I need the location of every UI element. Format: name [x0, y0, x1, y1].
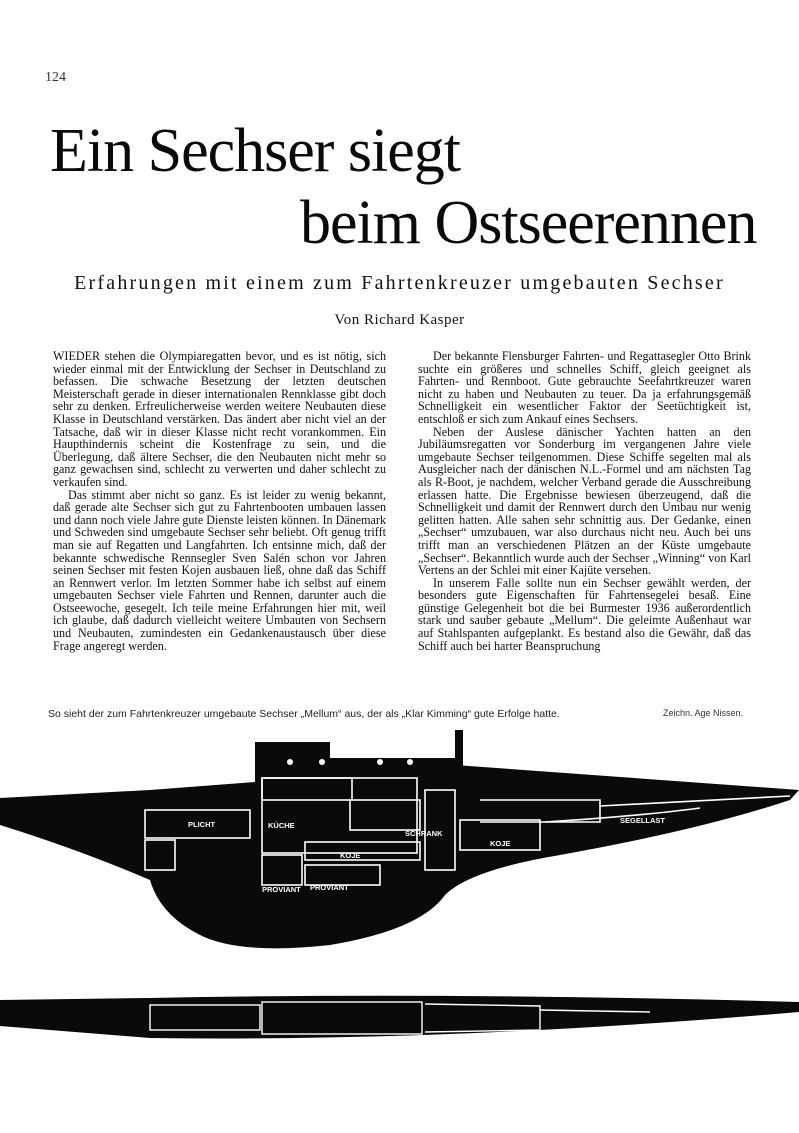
label-plicht: PLICHT	[188, 820, 216, 829]
label-koje-fwd: KOJE	[490, 839, 511, 848]
hull-profile	[0, 730, 799, 948]
label-proviant-2: PROVIANT	[310, 883, 349, 892]
label-segellast: SEGELLAST	[620, 816, 666, 825]
subtitle: Erfahrungen mit einem zum Fahrtenkreuzer umgebauten Sechser	[74, 272, 725, 294]
paragraph: In unserem Falle sollte nun ein Sechser gewählt werden, der besonders gute Eigenschaften für Fahrtensegelei besaß. Eine günstige Gelegenheit bot die bei Burmester 1936 außerordentlich stark und sauber gebaute „Mellum“. Die geleimte Außenhaut war auf Stahlspanten aufgeplankt. Es bestand also die Gewähr, daß das Schiff auch bei harter Beanspruchung	[418, 575, 751, 653]
figure-credit: Zeichn. Age Nissen.	[663, 708, 744, 718]
paragraph: Der bekannte Flensburger Fahrten- und Regattasegler Otto Brink suchte ein größeres und schnelles Schiff, gleich geeignet als Fahrten- und Rennboot. Gute gebrauchte Seefahrtkreuzer waren nicht zu haben und Neubauten zu teuer. Da ja erfahrungsgemäß Schnelligkeit ein wesentlicher Faktor der Seetüchtigkeit ist, entschloß er sich zum Ankauf eines Sechsers.	[418, 349, 751, 426]
label-kueche: KÜCHE	[268, 821, 295, 830]
right-column	[418, 350, 751, 652]
paragraph: Neben der Auslese dänischer Yachten hatten an den Jubiläumsregatten vor Sonderburg im vergangenen Jahre viele umgebaute Sechser teilgenommen. Diese Schiffe segelten mal als Ausgleicher nach der dänischen N.L.-Formel und am nächsten Tag als R-Boot, je nachdem, welcher Verband gerade die Ausschreibung erlassen hatte. Die Ergebnisse bewiesen überzeugend, daß die Schnelligkeit und damit der Rennwert durch den Umbau nur wenig gelitten hatten. Alle sahen sehr schnittig aus. Der Gedanke, einen „Sechser“ umzubauen, war also durchaus nicht neu. Auch bei uns trifft man an verschiedenen Plätzen an der Küste umgebaute „Sechser“. Bekanntlich wurde auch der Sechser „Winning“ von Karl Vertens an der Schlei mit einer Kajüte versehen.	[418, 424, 751, 578]
title-line-1: Ein Sechser siegt	[50, 117, 461, 185]
label-schrank: SCHRANK	[405, 829, 443, 838]
title-line-2: beim Ostseerennen	[300, 189, 757, 257]
label-koje-mid: KOJE	[340, 851, 361, 860]
byline: Von Richard Kasper	[334, 312, 465, 328]
paragraph: WIEDER stehen die Olympiaregatten bevor, und es ist nötig, sich wieder einmal mit der Entwicklung der Sechser in Deutschland zu befassen. Die schwache Besetzung der letzten deutschen Meisterschaft gerade in dieser internationalen Rennklasse gibt doch sehr zu denken. Erfreulicherweise werden weitere Neubauten diese Klasse in Deutschland verstärken. Das ändert aber nicht viel an der Tatsache, daß wir in dieser Klasse nicht recht vorankommen. Ein Haupthindernis scheint die Kostenfrage zu sein, und die Überlegung, daß ältere Sechser, die den Neubauten nicht mehr so ganz gewachsen sind, schlecht zu verwerten und daher schlecht zu verkaufen sind.	[53, 349, 386, 489]
paragraph: Das stimmt aber nicht so ganz. Es ist leider zu wenig bekannt, daß gerade alte Sechser sich gut zu Fahrtenbooten umbauen lassen und dann noch viele Jahre gute Dienste leisten können. In Dänemark und Schweden sind umgebaute Sechser sehr beliebt. Oft genug trifft man sie auf Regatten und Langfahrten. Ich entsinne mich, daß der bekannte schwedische Rennsegler Sven Salén schon vor Jahren seinen Sechser mit festen Kojen ausbauen ließ, ohne daß das Schiff an Rennwert verlor. Im letzten Sommer habe ich selbst auf einem umgebauten Sechser viele Fahrten und Rennen, darunter auch die Ostseewoche, gesegelt. Ich teile meine Erfahrungen hier mit, weil ich glaube, daß dadurch vielleicht weitere Umbauten von Sechsern und Neubauten, zumindesten ein Gedankenaustausch über diese Frage angeregt werden.	[53, 487, 386, 653]
hull-plan	[0, 996, 799, 1039]
left-column	[53, 350, 386, 652]
boat-drawing	[0, 730, 799, 1120]
figure-caption: So sieht der zum Fahrtenkreuzer umgebaute Sechser „Mellum“ aus, der als „Klar Kimming“ gute Erfolge hatte.	[48, 708, 560, 720]
page-number: 124	[45, 70, 66, 85]
label-proviant-1: PROVIANT	[262, 885, 301, 894]
